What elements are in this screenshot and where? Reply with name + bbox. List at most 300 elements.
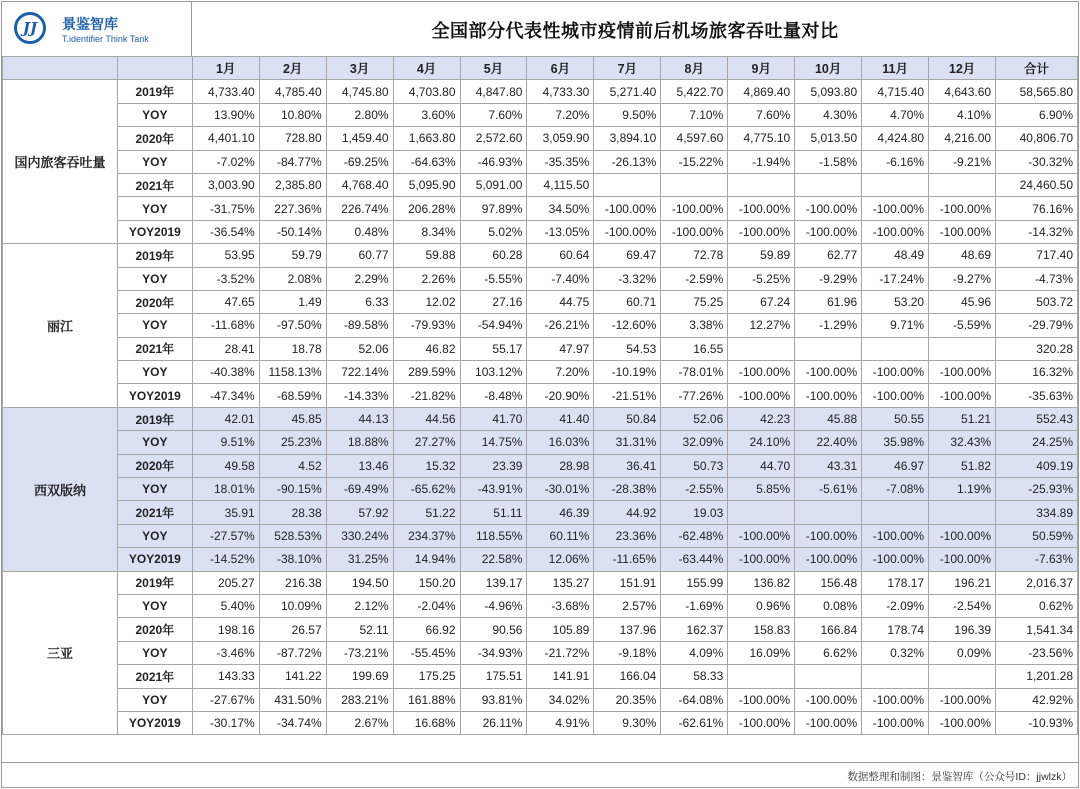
table-cell: -100.00%	[728, 548, 795, 571]
table-cell: -69.25%	[326, 150, 393, 173]
table-cell: 4,869.40	[728, 80, 795, 103]
row-label: YOY	[117, 197, 192, 220]
table-cell: 59.89	[728, 244, 795, 267]
table-cell: -65.62%	[393, 478, 460, 501]
table-cell: -2.54%	[929, 594, 996, 617]
table-cell: -100.00%	[728, 524, 795, 547]
table-cell: 90.56	[460, 618, 527, 641]
table-cell: -5.61%	[795, 478, 862, 501]
table-cell: -26.13%	[594, 150, 661, 173]
row-label: YOY	[117, 688, 192, 711]
table-cell: -100.00%	[594, 197, 661, 220]
table-cell: 50.55	[862, 407, 929, 430]
table-cell: 4,597.60	[661, 127, 728, 150]
table-cell: 46.39	[527, 501, 594, 524]
table-cell: 5,422.70	[661, 80, 728, 103]
table-cell: -64.08%	[661, 688, 728, 711]
table-row	[3, 197, 1078, 220]
row-label: 2020年	[117, 618, 192, 641]
table-cell: 4,775.10	[728, 127, 795, 150]
table-cell: -73.21%	[326, 641, 393, 664]
table-cell: 3,003.90	[192, 173, 259, 196]
table-row	[3, 361, 1078, 384]
header	[2, 2, 1078, 57]
row-label: YOY2019	[117, 711, 192, 734]
table-cell: -21.82%	[393, 384, 460, 407]
table-cell: -36.54%	[192, 220, 259, 243]
table-cell: -100.00%	[795, 524, 862, 547]
table-cell: -100.00%	[795, 197, 862, 220]
table-cell: -100.00%	[862, 220, 929, 243]
table-cell: 2,016.37	[996, 571, 1078, 594]
table-cell: 48.69	[929, 244, 996, 267]
table-cell: -100.00%	[862, 384, 929, 407]
table-cell: -30.32%	[996, 150, 1078, 173]
table-cell: 103.12%	[460, 361, 527, 384]
table-cell: -5.25%	[728, 267, 795, 290]
table-cell: -31.75%	[192, 197, 259, 220]
table-row	[3, 711, 1078, 734]
table-cell: 44.92	[594, 501, 661, 524]
table-row	[3, 407, 1078, 430]
table-cell: 16.32%	[996, 361, 1078, 384]
table-cell: 5,095.90	[393, 173, 460, 196]
page	[1, 1, 1079, 788]
table-cell: -9.27%	[929, 267, 996, 290]
table-cell: 14.75%	[460, 431, 527, 454]
table-cell: -100.00%	[862, 711, 929, 734]
table-cell: -100.00%	[929, 220, 996, 243]
page-title: 全国部分代表性城市疫情前后机场旅客吞吐量对比	[431, 21, 839, 41]
table-cell: 32.43%	[929, 431, 996, 454]
table-row	[3, 641, 1078, 664]
logo-mark	[14, 12, 46, 44]
table-cell: -90.15%	[259, 478, 326, 501]
table-cell: 26.57	[259, 618, 326, 641]
table-cell: -27.67%	[192, 688, 259, 711]
table-cell: 4,115.50	[527, 173, 594, 196]
table-cell: 0.96%	[728, 594, 795, 617]
table-cell: 66.92	[393, 618, 460, 641]
table-cell: -97.50%	[259, 314, 326, 337]
table-cell: 25.23%	[259, 431, 326, 454]
table-cell: 503.72	[996, 290, 1078, 313]
table-cell: 150.20	[393, 571, 460, 594]
table-cell	[929, 173, 996, 196]
table-cell: 4,703.80	[393, 80, 460, 103]
table-cell: 178.17	[862, 571, 929, 594]
table-row	[3, 314, 1078, 337]
table-cell: 60.77	[326, 244, 393, 267]
table-cell: 28.41	[192, 337, 259, 360]
table-row	[3, 220, 1078, 243]
table-cell: 75.25	[661, 290, 728, 313]
table-cell: 50.84	[594, 407, 661, 430]
table-cell: -100.00%	[795, 384, 862, 407]
table-cell: -63.44%	[661, 548, 728, 571]
table-cell: 32.09%	[661, 431, 728, 454]
table-cell: 76.16%	[996, 197, 1078, 220]
table-cell: 49.58	[192, 454, 259, 477]
table-cell: -15.22%	[661, 150, 728, 173]
table-row	[3, 384, 1078, 407]
table-row	[3, 478, 1078, 501]
row-label: 2021年	[117, 501, 192, 524]
table-cell: 50.59%	[996, 524, 1078, 547]
table-cell: -13.05%	[527, 220, 594, 243]
table-row	[3, 501, 1078, 524]
table-cell: -6.16%	[862, 150, 929, 173]
table-cell: 199.69	[326, 665, 393, 688]
group-label: 三亚	[3, 571, 118, 735]
table-cell: -4.96%	[460, 594, 527, 617]
table-cell: -77.26%	[661, 384, 728, 407]
table-cell: 151.91	[594, 571, 661, 594]
table-cell: 196.39	[929, 618, 996, 641]
table-cell: 4,847.80	[460, 80, 527, 103]
logo-letters: JJ	[22, 19, 38, 37]
table-cell: 45.88	[795, 407, 862, 430]
row-label: YOY	[117, 594, 192, 617]
table-cell: 41.70	[460, 407, 527, 430]
table-cell: 67.24	[728, 290, 795, 313]
table-cell: -30.17%	[192, 711, 259, 734]
table-row	[3, 173, 1078, 196]
table-row	[3, 80, 1078, 103]
table-cell: 5,093.80	[795, 80, 862, 103]
table-cell	[862, 501, 929, 524]
table-cell: 36.41	[594, 454, 661, 477]
row-label: 2019年	[117, 571, 192, 594]
table-cell: -2.09%	[862, 594, 929, 617]
table-cell: 175.51	[460, 665, 527, 688]
table-cell	[929, 665, 996, 688]
table-cell: 2.12%	[326, 594, 393, 617]
table-cell: 13.46	[326, 454, 393, 477]
table-cell: 1.19%	[929, 478, 996, 501]
table-cell: 4,745.80	[326, 80, 393, 103]
table-cell: 16.68%	[393, 711, 460, 734]
table-cell: 44.70	[728, 454, 795, 477]
table-cell: 194.50	[326, 571, 393, 594]
table-cell: 0.32%	[862, 641, 929, 664]
table-cell: -69.49%	[326, 478, 393, 501]
table-cell	[929, 337, 996, 360]
table-cell	[795, 173, 862, 196]
table-cell: 5,271.40	[594, 80, 661, 103]
table-cell	[862, 173, 929, 196]
table-cell: 334.89	[996, 501, 1078, 524]
table-cell: 52.06	[661, 407, 728, 430]
table-cell: 45.96	[929, 290, 996, 313]
table-cell: 4,733.30	[527, 80, 594, 103]
table-cell: 166.04	[594, 665, 661, 688]
row-label: YOY2019	[117, 220, 192, 243]
header-row	[3, 57, 1078, 80]
table-cell: 158.83	[728, 618, 795, 641]
table-cell: 0.62%	[996, 594, 1078, 617]
table-cell: -11.68%	[192, 314, 259, 337]
table-cell: 60.64	[527, 244, 594, 267]
table-cell: -7.02%	[192, 150, 259, 173]
table-cell: 9.50%	[594, 103, 661, 126]
table-cell: 93.81%	[460, 688, 527, 711]
table-cell: -14.52%	[192, 548, 259, 571]
table-cell: 46.82	[393, 337, 460, 360]
table-cell: -100.00%	[929, 688, 996, 711]
table-cell: -2.04%	[393, 594, 460, 617]
table-cell: 12.06%	[527, 548, 594, 571]
table-cell: 44.56	[393, 407, 460, 430]
table-cell	[594, 173, 661, 196]
column-header: 5月	[460, 57, 527, 80]
table-cell: 35.98%	[862, 431, 929, 454]
logo	[2, 2, 192, 56]
table-cell: 1,459.40	[326, 127, 393, 150]
table-cell: -40.38%	[192, 361, 259, 384]
table-cell: -47.34%	[192, 384, 259, 407]
table-cell: 13.90%	[192, 103, 259, 126]
column-header: 1月	[192, 57, 259, 80]
table-cell: -3.32%	[594, 267, 661, 290]
table-cell: 4.52	[259, 454, 326, 477]
table-cell: 206.28%	[393, 197, 460, 220]
footer	[2, 762, 1078, 789]
table-cell: 58,565.80	[996, 80, 1078, 103]
table-row	[3, 454, 1078, 477]
table-cell: 60.71	[594, 290, 661, 313]
table-cell: 431.50%	[259, 688, 326, 711]
table-cell: -64.63%	[393, 150, 460, 173]
table-cell: 69.47	[594, 244, 661, 267]
row-label: 2021年	[117, 665, 192, 688]
table-cell: -11.65%	[594, 548, 661, 571]
table-cell: 137.96	[594, 618, 661, 641]
table-row	[3, 594, 1078, 617]
table-cell: -7.63%	[996, 548, 1078, 571]
table-cell: -9.18%	[594, 641, 661, 664]
table-row	[3, 524, 1078, 547]
table-cell: 4.70%	[862, 103, 929, 126]
table-cell: 2.08%	[259, 267, 326, 290]
table-cell: 175.25	[393, 665, 460, 688]
table-cell: 1,201.28	[996, 665, 1078, 688]
table-cell: 61.96	[795, 290, 862, 313]
table-cell: 552.43	[996, 407, 1078, 430]
table-cell: 51.21	[929, 407, 996, 430]
table-cell: 51.22	[393, 501, 460, 524]
table-cell: -100.00%	[862, 197, 929, 220]
table-cell	[795, 501, 862, 524]
table-cell: 51.11	[460, 501, 527, 524]
table-cell: 205.27	[192, 571, 259, 594]
row-label: YOY	[117, 431, 192, 454]
table-cell: 44.75	[527, 290, 594, 313]
table-cell: -10.19%	[594, 361, 661, 384]
table-cell: -3.68%	[527, 594, 594, 617]
table-cell: -26.21%	[527, 314, 594, 337]
column-header: 4月	[393, 57, 460, 80]
table-cell: 45.85	[259, 407, 326, 430]
table-cell: 4,785.40	[259, 80, 326, 103]
table-cell: 141.22	[259, 665, 326, 688]
table-cell: -3.52%	[192, 267, 259, 290]
table-cell: 24,460.50	[996, 173, 1078, 196]
table-cell: 4,733.40	[192, 80, 259, 103]
table-cell: 41.40	[527, 407, 594, 430]
row-label: 2019年	[117, 407, 192, 430]
table-cell: 3.38%	[661, 314, 728, 337]
table-cell: 18.01%	[192, 478, 259, 501]
table-cell: 16.09%	[728, 641, 795, 664]
table-cell: -1.29%	[795, 314, 862, 337]
brand-subtitle: T.identifier Think Tank	[62, 34, 149, 44]
table-cell: 58.33	[661, 665, 728, 688]
table-cell: 7.60%	[460, 103, 527, 126]
table-cell: -55.45%	[393, 641, 460, 664]
table-cell: 2.57%	[594, 594, 661, 617]
table-cell: 22.40%	[795, 431, 862, 454]
table-cell: 196.21	[929, 571, 996, 594]
table-cell: 5,013.50	[795, 127, 862, 150]
row-label: YOY	[117, 103, 192, 126]
corner-cell	[3, 57, 118, 80]
table-row	[3, 150, 1078, 173]
table-cell	[862, 337, 929, 360]
table-cell: -100.00%	[929, 548, 996, 571]
table-cell: -100.00%	[929, 384, 996, 407]
table-row	[3, 127, 1078, 150]
table-cell: -79.93%	[393, 314, 460, 337]
table-row	[3, 244, 1078, 267]
table-cell: 2.26%	[393, 267, 460, 290]
table-cell: -35.35%	[527, 150, 594, 173]
table-cell: 10.09%	[259, 594, 326, 617]
table-cell: 283.21%	[326, 688, 393, 711]
table-cell: -100.00%	[728, 361, 795, 384]
table-row	[3, 571, 1078, 594]
table-cell: 2,385.80	[259, 173, 326, 196]
table-cell: -100.00%	[795, 711, 862, 734]
table-cell: -10.93%	[996, 711, 1078, 734]
table-cell: 47.97	[527, 337, 594, 360]
table-cell: -62.61%	[661, 711, 728, 734]
table-cell: 4,216.00	[929, 127, 996, 150]
table-cell: 14.94%	[393, 548, 460, 571]
table-cell: 4.10%	[929, 103, 996, 126]
table-cell: 5.40%	[192, 594, 259, 617]
table-cell: -89.58%	[326, 314, 393, 337]
column-header: 7月	[594, 57, 661, 80]
row-label: YOY	[117, 150, 192, 173]
table-cell: -100.00%	[728, 384, 795, 407]
row-label: YOY2019	[117, 548, 192, 571]
table-cell: 7.20%	[527, 361, 594, 384]
table-cell: 9.51%	[192, 431, 259, 454]
table-cell: 7.60%	[728, 103, 795, 126]
table-row	[3, 431, 1078, 454]
table-cell: 6.33	[326, 290, 393, 313]
table-cell: 4,643.60	[929, 80, 996, 103]
table-cell: -100.00%	[795, 688, 862, 711]
table-cell: -54.94%	[460, 314, 527, 337]
table-cell: 166.84	[795, 618, 862, 641]
table-cell: 289.59%	[393, 361, 460, 384]
table-cell: 28.38	[259, 501, 326, 524]
table-cell: 227.36%	[259, 197, 326, 220]
table-cell	[728, 665, 795, 688]
table-cell: 226.74%	[326, 197, 393, 220]
table-cell: 216.38	[259, 571, 326, 594]
table-cell	[728, 337, 795, 360]
table-cell: 60.11%	[527, 524, 594, 547]
table-cell: -25.93%	[996, 478, 1078, 501]
table-cell: -4.73%	[996, 267, 1078, 290]
table-row	[3, 337, 1078, 360]
table-cell: 4,768.40	[326, 173, 393, 196]
table-cell: 48.49	[862, 244, 929, 267]
table-cell: 22.58%	[460, 548, 527, 571]
table-cell: 5.02%	[460, 220, 527, 243]
column-header: 12月	[929, 57, 996, 80]
table-cell: 42.92%	[996, 688, 1078, 711]
row-label: 2019年	[117, 80, 192, 103]
table-cell: 2,572.60	[460, 127, 527, 150]
table-cell: -14.32%	[996, 220, 1078, 243]
table-cell: -1.69%	[661, 594, 728, 617]
table-cell: 161.88%	[393, 688, 460, 711]
table-cell: 4.09%	[661, 641, 728, 664]
table-cell: -68.59%	[259, 384, 326, 407]
table-cell: 52.11	[326, 618, 393, 641]
table-cell: -2.59%	[661, 267, 728, 290]
table-cell: -1.58%	[795, 150, 862, 173]
table-cell: 20.35%	[594, 688, 661, 711]
table-cell: 118.55%	[460, 524, 527, 547]
table-cell: 55.17	[460, 337, 527, 360]
table-body	[3, 80, 1078, 735]
table-cell: 0.48%	[326, 220, 393, 243]
table-row	[3, 688, 1078, 711]
table-cell: 23.36%	[594, 524, 661, 547]
table-cell: -100.00%	[795, 548, 862, 571]
table-cell: 42.01	[192, 407, 259, 430]
table-cell: 44.13	[326, 407, 393, 430]
table-cell: 27.16	[460, 290, 527, 313]
table-row	[3, 267, 1078, 290]
table-cell: 4,401.10	[192, 127, 259, 150]
table-cell: -100.00%	[661, 197, 728, 220]
table-cell: 2.80%	[326, 103, 393, 126]
table-cell: 43.31	[795, 454, 862, 477]
table-cell	[795, 665, 862, 688]
table-cell: -8.48%	[460, 384, 527, 407]
table-cell: 143.33	[192, 665, 259, 688]
table-cell: 10.80%	[259, 103, 326, 126]
table-cell: 47.65	[192, 290, 259, 313]
table-cell: 97.89%	[460, 197, 527, 220]
row-label: YOY	[117, 314, 192, 337]
table-cell: -100.00%	[661, 220, 728, 243]
table-cell: 4,715.40	[862, 80, 929, 103]
table-cell: -87.72%	[259, 641, 326, 664]
table-cell: -100.00%	[862, 524, 929, 547]
table-cell	[661, 173, 728, 196]
table-row	[3, 665, 1078, 688]
table-cell: 105.89	[527, 618, 594, 641]
table-cell: 1,663.80	[393, 127, 460, 150]
row-label-header	[117, 57, 192, 80]
